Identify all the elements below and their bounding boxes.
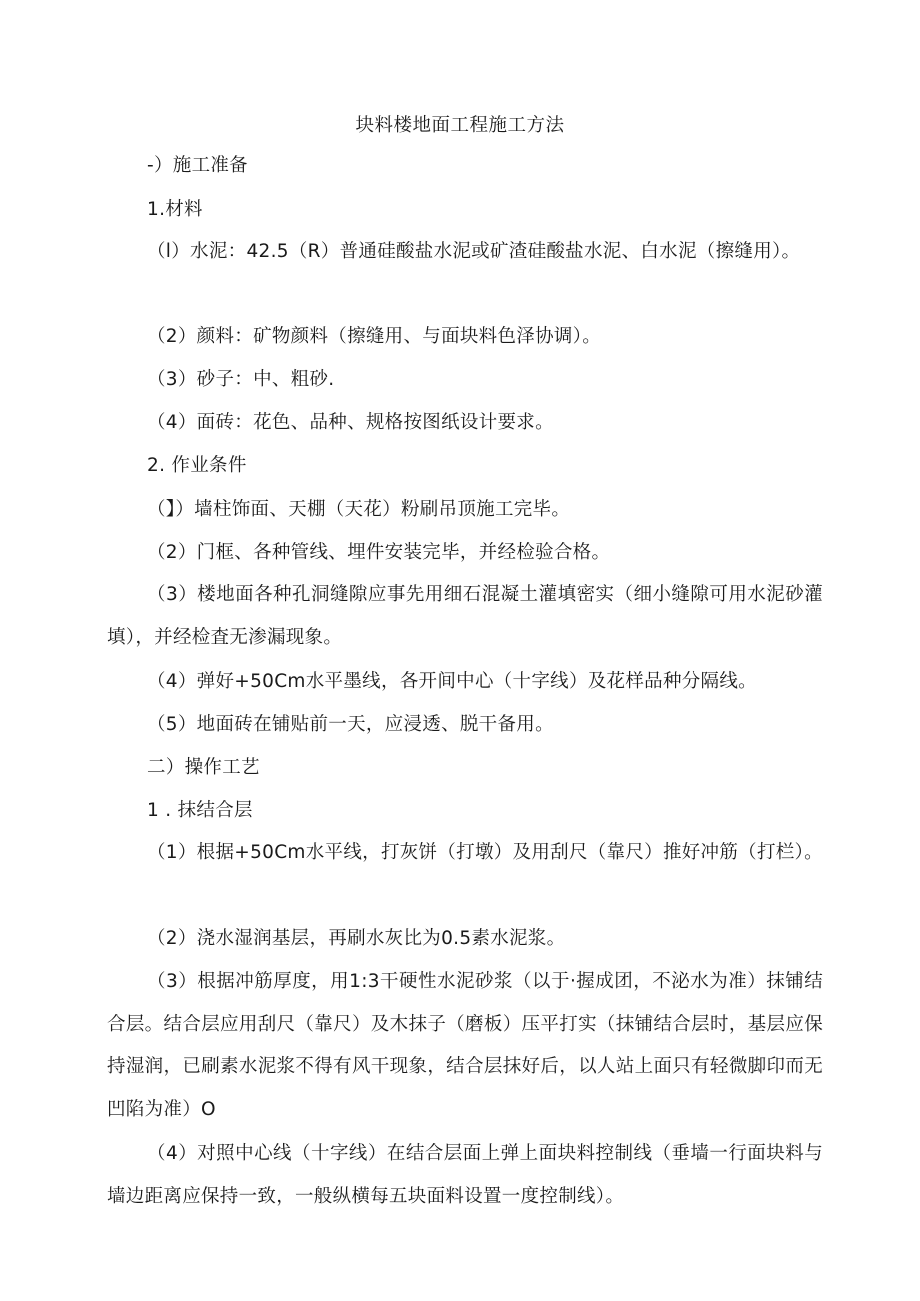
condition-item-3: （3）楼地面各种孔洞缝隙应事先用细石混凝土灌填密实（细小缝隙可用水泥砂灌填），并经检査无渗漏现象。 xyxy=(107,584,823,648)
material-item-sand: （3）砂子：中、粗砂. xyxy=(147,369,335,390)
material-item-cement: （l）水泥：42.5（R）普通硅酸盐水泥或矿渣硅酸盐水泥、白水泥（擦缝用）。 xyxy=(147,241,801,262)
section-heading-operation: 二）操作工艺 xyxy=(147,757,260,778)
subsection-heading-conditions: 2. 作业条件 xyxy=(147,455,247,476)
condition-item-5: （5）地面砖在铺贴前一天，应浸透、脱干备用。 xyxy=(147,714,554,735)
condition-item-1: （】）墙柱饰面、天棚（天花）粉刷吊顶施工完毕。 xyxy=(147,499,571,520)
condition-item-4: （4）弹好+50Cm水平墨线，各开间中心（十字线）及花样品种分隔线。 xyxy=(147,671,757,692)
operation-item-3: （3）根据冲筋厚度，用1:3干硬性水泥砂浆（以于·握成团，不泌水为准）抹铺结合层。结合层应用刮尺（靠尺）及木抹子（磨板）压平打实（抹铺结合层时，基层应保持湿润，已刷素水泥浆不得有风干现象，结合层抹好后，以人站上面只有轻微脚印而无凹陷为准）O xyxy=(107,971,823,1120)
operation-item-2: （2）浇水湿润基层，再刷水灰比为0.5素水泥浆。 xyxy=(147,928,566,949)
section-heading-preparation: -）施工准备 xyxy=(147,155,248,176)
condition-item-2: （2）门框、各种管线、埋件安装完毕，并经检验合格。 xyxy=(147,542,611,563)
operation-item-4: （4）对照中心线（十字线）在结合层面上弹上面块料控制线（垂墙一行面块料与墙边距离应保持一致，一般纵横每五块面料设置一度控制线）。 xyxy=(107,1143,823,1207)
subsection-heading-materials: 1.材料 xyxy=(147,199,203,220)
operation-item-1: （1）根据+50Cm水平线，打灰饼（打墩）及用刮尺（靠尺）推好冲筋（打栏）。 xyxy=(147,842,823,863)
material-item-tile: （4）面砖：花色、品种、规格按图纸设计要求。 xyxy=(147,412,554,433)
subsection-heading-bonding-layer: 1 . 抹结合层 xyxy=(147,800,253,821)
material-item-pigment: （2）颜料：矿物颜料（擦缝用、与面块料色泽协调）。 xyxy=(147,326,602,347)
document-title: 块料楼地面工程施工方法 xyxy=(355,115,565,136)
